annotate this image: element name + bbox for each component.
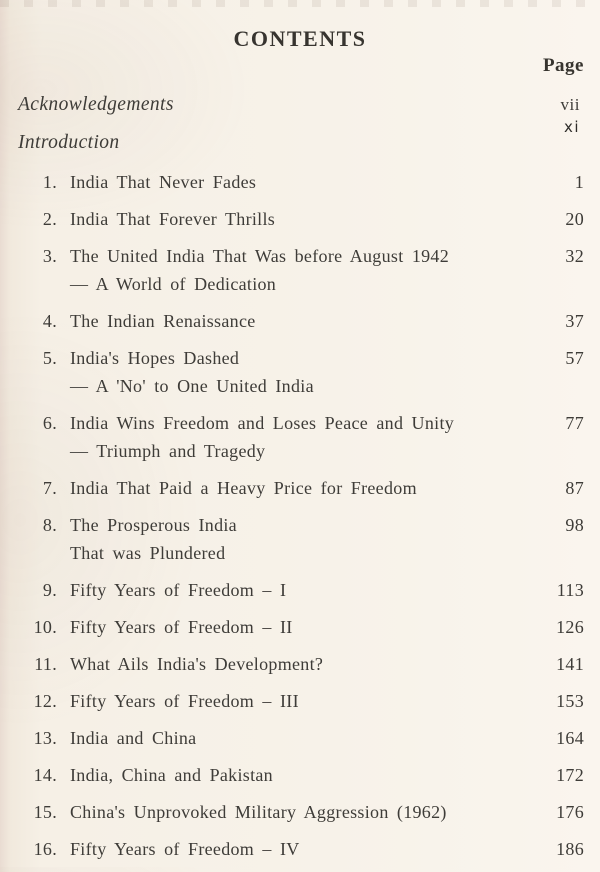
toc-entry [0,576,600,604]
toc-entry [0,613,600,641]
entry-page-number: 77 [565,413,584,433]
entry-title-line: India That Paid a Heavy Price for Freedom [70,478,417,498]
entry-title-line: — Triumph and Tragedy [70,441,266,461]
entry-page-number: 164 [556,728,584,748]
toc-entry [0,474,600,502]
entry-page-number: 98 [565,515,584,535]
toc-entry [0,761,600,789]
entry-title-line: China's Unprovoked Military Aggression (1962) [70,802,447,822]
entry-page-number: 186 [556,839,584,859]
toc-entry [0,687,600,715]
entry-title-line: Fifty Years of Freedom – III [70,691,299,711]
front-matter-row [0,118,600,170]
entry-page-number: 126 [556,617,584,637]
front-matter-label: Introduction [18,132,120,153]
entry-number: 11. [34,654,57,674]
entry-page-number: 57 [565,348,584,368]
entry-title [70,576,550,604]
entry-title-line: India, China and Pakistan [70,765,273,785]
entry-title-line: Fifty Years of Freedom – IV [70,839,300,859]
entry-title-line: India and China [70,728,197,748]
entry-title [70,511,550,567]
entry-number: 10. [33,617,57,637]
scan-artifact-strip [0,0,600,7]
entry-title [70,409,550,465]
entry-page-number: 87 [565,478,584,498]
entry-page-number: 1 [574,172,584,192]
entry-number: 16. [33,839,57,859]
entry-number: 2. [42,209,57,229]
entry-title-line: — A World of Dedication [70,274,277,294]
entry-title-line: Fifty Years of Freedom – I [70,580,287,600]
entry-page-number: 32 [565,246,584,266]
entry-title [70,650,550,678]
front-matter-page-number: xi [563,118,580,136]
front-matter-section [0,94,600,170]
toc-entry [0,798,600,826]
entry-title-line: — A 'No' to One United India [70,376,314,396]
toc-entry [0,650,600,678]
front-matter-page-number: vii [560,95,580,114]
entry-number: 4. [42,311,57,331]
toc-entry [0,511,600,567]
entry-page-number: 176 [556,802,584,822]
entry-title [70,307,550,335]
entry-title [70,687,550,715]
entry-number: 12. [33,691,57,711]
entry-title-line: India's Hopes Dashed [70,348,240,368]
entry-title-line: The United India That Was before August 1942 [70,246,450,266]
toc-entry [0,168,600,196]
entry-number: 3. [42,246,57,266]
entry-page-number: 153 [556,691,584,711]
entry-title-line: Fifty Years of Freedom – II [70,617,293,637]
toc-entry [0,344,600,400]
entry-number: 9. [42,580,57,600]
entry-title [70,168,550,196]
entry-title-line: What Ails India's Development? [70,654,324,674]
toc-entry [0,205,600,233]
entry-number: 8. [42,515,57,535]
entry-title [70,242,550,298]
entry-title-line: India That Forever Thrills [70,209,276,229]
entry-title-line: The Prosperous India [70,515,237,535]
entry-page-number: 141 [556,654,584,674]
toc-entry [0,409,600,465]
entry-page-number: 37 [565,311,584,331]
toc-entry [0,242,600,298]
toc-entry [0,724,600,752]
entry-title [70,724,550,752]
entry-title-line: India That Never Fades [70,172,257,192]
contents-title: CONTENTS [233,26,367,51]
page-column-header: Page [542,55,584,76]
entry-page-number: 20 [565,209,584,229]
front-matter-row [0,94,600,132]
entry-title [70,835,550,863]
entry-number: 7. [42,478,57,498]
entry-title [70,474,550,502]
entry-number: 5. [42,348,57,368]
toc-entry [0,835,600,863]
entry-number: 14. [33,765,57,785]
entry-title-line: India Wins Freedom and Loses Peace and Unity [70,413,455,433]
toc-entry-list [0,168,600,872]
entry-title [70,613,550,641]
entry-title [70,798,550,826]
entry-number: 1. [42,172,57,192]
entry-page-number: 113 [556,580,584,600]
toc-entry [0,307,600,335]
entry-page-number: 172 [556,765,584,785]
entry-title-line: The Indian Renaissance [70,311,256,331]
front-matter-label: Acknowledgements [18,94,174,115]
entry-title [70,344,550,400]
entry-title [70,205,550,233]
entry-number: 13. [33,728,57,748]
entry-number: 6. [42,413,57,433]
entry-title [70,761,550,789]
entry-number: 15. [33,802,57,822]
entry-title-line: That was Plundered [70,543,226,563]
